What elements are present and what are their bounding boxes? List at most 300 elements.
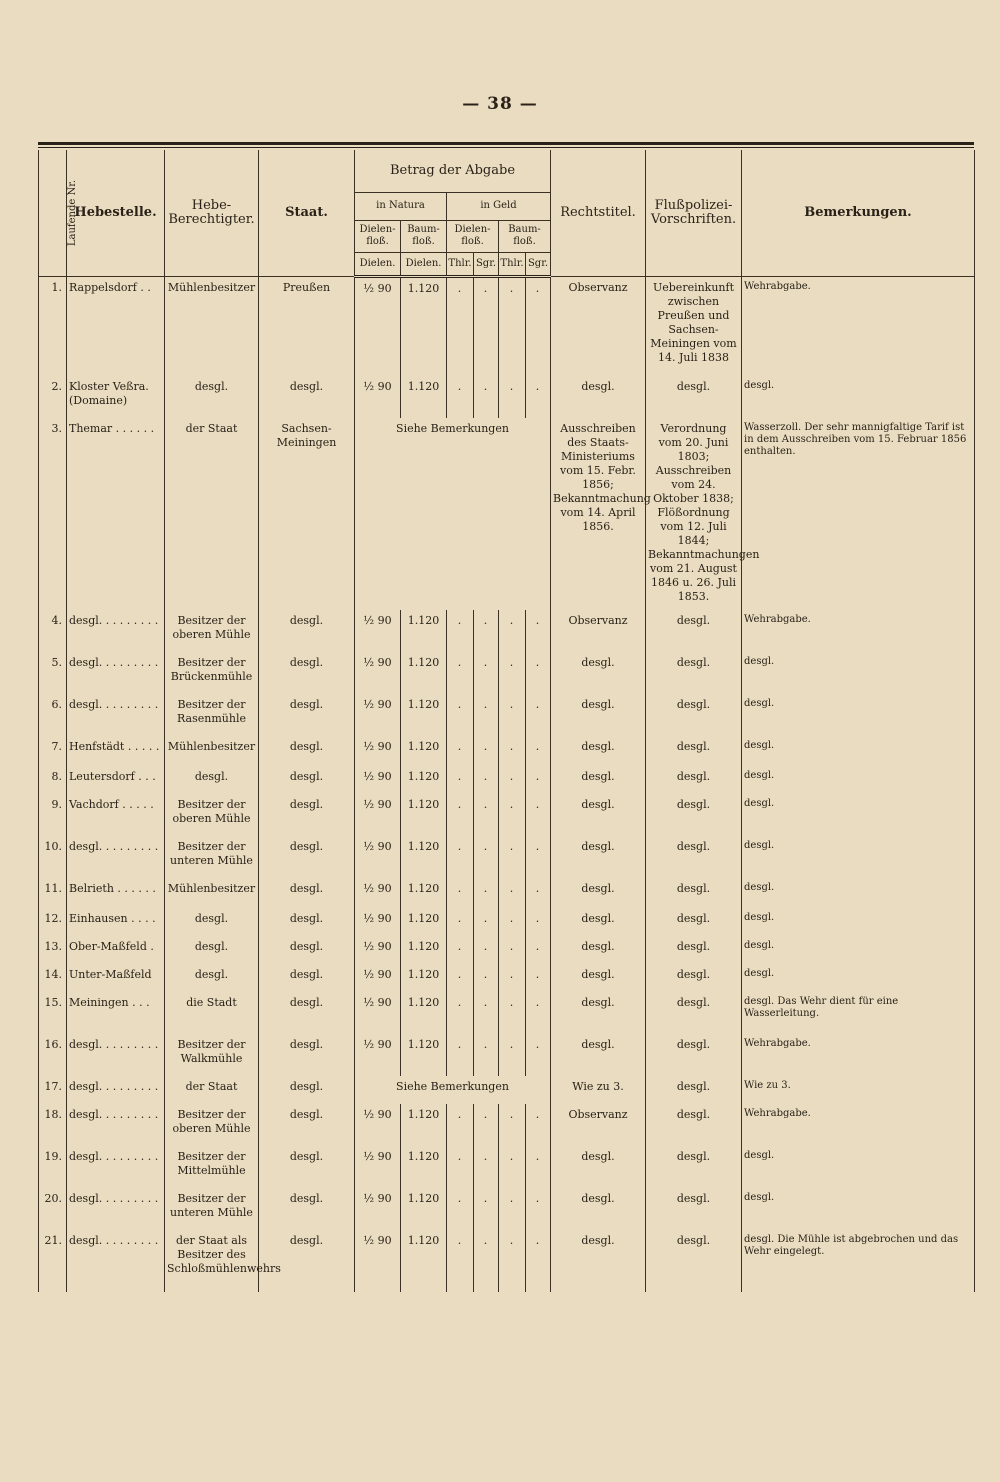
cell-geld-sgr-1: . xyxy=(474,1104,499,1146)
cell-flusspolizei: desgl. xyxy=(646,1104,742,1146)
cell-geld-sgr-1: . xyxy=(474,694,499,736)
cell-bemerkungen: desgl. xyxy=(742,878,975,908)
cell-berechtigter: Mühlenbesitzer xyxy=(165,736,259,766)
header-staat: Staat. xyxy=(259,150,355,276)
cell-geld-sgr-1: . xyxy=(474,1188,499,1230)
cell-bemerkungen: Wehrabgabe. xyxy=(742,1104,975,1146)
table-row xyxy=(39,276,975,376)
cell-natura-baumfloss: 1.120 xyxy=(401,766,447,794)
cell-bemerkungen: desgl. Das Wehr dient für eine Wasserleitung. xyxy=(742,992,975,1034)
cell-nr: 12. xyxy=(39,908,67,936)
cell-flusspolizei: desgl. xyxy=(646,936,742,964)
table-row xyxy=(39,418,975,610)
cell-flusspolizei: desgl. xyxy=(646,908,742,936)
cell-rechtstitel: desgl. xyxy=(551,992,646,1034)
cell-rechtstitel: desgl. xyxy=(551,1188,646,1230)
table-row xyxy=(39,836,975,878)
table-body xyxy=(39,276,975,1292)
cell-bemerkungen: desgl. xyxy=(742,908,975,936)
cell-geld-thlr-1: . xyxy=(447,736,474,766)
cell-rechtstitel: desgl. xyxy=(551,878,646,908)
cell-staat: desgl. xyxy=(259,376,355,418)
cell-staat: desgl. xyxy=(259,908,355,936)
cell-nr: 19. xyxy=(39,1146,67,1188)
cell-natura-baumfloss: 1.120 xyxy=(401,1034,447,1076)
header-natura-baumfloss: Baum-floß. xyxy=(401,220,447,252)
table-row xyxy=(39,1104,975,1146)
cell-geld-sgr-2: . xyxy=(526,1104,551,1146)
cell-flusspolizei: desgl. xyxy=(646,694,742,736)
cell-geld-sgr-2: . xyxy=(526,766,551,794)
cell-nr: 17. xyxy=(39,1076,67,1104)
cell-geld-sgr-2: . xyxy=(526,1188,551,1230)
header-laufende-nr: Laufende Nr. xyxy=(39,150,67,276)
cell-geld-sgr-2: . xyxy=(526,992,551,1034)
cell-nr: 4. xyxy=(39,610,67,652)
cell-geld-thlr-1: . xyxy=(447,694,474,736)
cell-hebestelle: Kloster Veßra. (Domaine) xyxy=(67,376,165,418)
header-bemerkungen: Bemerkungen. xyxy=(742,150,975,276)
cell-hebestelle: Themar . . . . . . xyxy=(67,418,165,610)
cell-natura-dielenfloss: ½ 90 xyxy=(355,936,401,964)
cell-staat: desgl. xyxy=(259,736,355,766)
cell-geld-sgr-1: . xyxy=(474,736,499,766)
cell-geld-thlr-2: . xyxy=(499,1104,526,1146)
cell-geld-sgr-1: . xyxy=(474,1230,499,1292)
cell-rechtstitel: desgl. xyxy=(551,836,646,878)
cell-rechtstitel: Wie zu 3. xyxy=(551,1076,646,1104)
cell-geld-sgr-2: . xyxy=(526,694,551,736)
cell-geld-thlr-1: . xyxy=(447,1034,474,1076)
cell-nr: 1. xyxy=(39,276,67,376)
cell-bemerkungen: Wehrabgabe. xyxy=(742,276,975,376)
cell-hebestelle: desgl. . . . . . . . . xyxy=(67,652,165,694)
cell-nr: 16. xyxy=(39,1034,67,1076)
cell-flusspolizei: desgl. xyxy=(646,766,742,794)
cell-bemerkungen: Wasserzoll. Der sehr mannigfaltige Tarif ist in dem Ausschreiben vom 15. Februar 1856 enthalten. xyxy=(742,418,975,610)
cell-rechtstitel: desgl. xyxy=(551,908,646,936)
cell-geld-thlr-1: . xyxy=(447,1188,474,1230)
cell-natura-dielenfloss: ½ 90 xyxy=(355,1104,401,1146)
cell-geld-thlr-2: . xyxy=(499,736,526,766)
table-row xyxy=(39,652,975,694)
cell-bemerkungen: desgl. xyxy=(742,964,975,992)
cell-nr: 9. xyxy=(39,794,67,836)
cell-berechtigter: der Staat xyxy=(165,418,259,610)
cell-geld-thlr-2: . xyxy=(499,1230,526,1292)
cell-geld-sgr-2: . xyxy=(526,1034,551,1076)
header-thlr-2: Thlr. xyxy=(499,252,526,276)
cell-geld-thlr-2: . xyxy=(499,964,526,992)
cell-geld-thlr-2: . xyxy=(499,610,526,652)
cell-geld-thlr-1: . xyxy=(447,964,474,992)
cell-geld-sgr-1: . xyxy=(474,908,499,936)
cell-geld-sgr-1: . xyxy=(474,964,499,992)
table-row xyxy=(39,964,975,992)
cell-geld-sgr-2: . xyxy=(526,794,551,836)
cell-siehe-bemerkungen: Siehe Bemerkungen xyxy=(355,1076,551,1104)
cell-natura-dielenfloss: ½ 90 xyxy=(355,1188,401,1230)
cell-geld-thlr-1: . xyxy=(447,878,474,908)
cell-flusspolizei: desgl. xyxy=(646,794,742,836)
cell-geld-sgr-1: . xyxy=(474,1146,499,1188)
cell-hebestelle: desgl. . . . . . . . . xyxy=(67,836,165,878)
cell-staat: desgl. xyxy=(259,794,355,836)
cell-bemerkungen: desgl. xyxy=(742,936,975,964)
cell-hebestelle: desgl. . . . . . . . . xyxy=(67,1076,165,1104)
cell-hebestelle: Rappelsdorf . . xyxy=(67,276,165,376)
cell-natura-baumfloss: 1.120 xyxy=(401,878,447,908)
cell-flusspolizei: desgl. xyxy=(646,376,742,418)
cell-staat: desgl. xyxy=(259,610,355,652)
cell-geld-sgr-1: . xyxy=(474,992,499,1034)
cell-flusspolizei: desgl. xyxy=(646,736,742,766)
cell-natura-baumfloss: 1.120 xyxy=(401,794,447,836)
cell-staat: desgl. xyxy=(259,992,355,1034)
cell-berechtigter: desgl. xyxy=(165,908,259,936)
page-number: — 38 — xyxy=(462,94,538,114)
cell-berechtigter: die Stadt xyxy=(165,992,259,1034)
cell-nr: 21. xyxy=(39,1230,67,1292)
cell-geld-sgr-1: . xyxy=(474,652,499,694)
cell-natura-dielenfloss: ½ 90 xyxy=(355,1146,401,1188)
cell-natura-baumfloss: 1.120 xyxy=(401,1188,447,1230)
cell-natura-dielenfloss: ½ 90 xyxy=(355,376,401,418)
cell-rechtstitel: desgl. xyxy=(551,936,646,964)
cell-geld-thlr-1: . xyxy=(447,610,474,652)
top-rule xyxy=(38,142,974,145)
cell-berechtigter: desgl. xyxy=(165,964,259,992)
cell-flusspolizei: desgl. xyxy=(646,1146,742,1188)
header-natura-dielenfloss: Dielen-floß. xyxy=(355,220,401,252)
cell-geld-thlr-2: . xyxy=(499,936,526,964)
table-row xyxy=(39,610,975,652)
cell-rechtstitel: desgl. xyxy=(551,736,646,766)
cell-berechtigter: desgl. xyxy=(165,766,259,794)
cell-geld-sgr-2: . xyxy=(526,908,551,936)
cell-natura-dielenfloss: ½ 90 xyxy=(355,1034,401,1076)
cell-nr: 8. xyxy=(39,766,67,794)
cell-natura-dielenfloss: ½ 90 xyxy=(355,836,401,878)
header-dielen-1: Dielen. xyxy=(355,252,401,276)
cell-geld-thlr-1: . xyxy=(447,936,474,964)
cell-hebestelle: desgl. . . . . . . . . xyxy=(67,694,165,736)
table-row xyxy=(39,992,975,1034)
cell-natura-dielenfloss: ½ 90 xyxy=(355,1230,401,1292)
cell-geld-thlr-2: . xyxy=(499,878,526,908)
cell-staat: desgl. xyxy=(259,1188,355,1230)
cell-hebestelle: Belrieth . . . . . . xyxy=(67,878,165,908)
cell-natura-baumfloss: 1.120 xyxy=(401,376,447,418)
cell-bemerkungen: desgl. xyxy=(742,1188,975,1230)
cell-nr: 7. xyxy=(39,736,67,766)
cell-rechtstitel: desgl. xyxy=(551,1146,646,1188)
cell-rechtstitel: desgl. xyxy=(551,376,646,418)
cell-staat: desgl. xyxy=(259,936,355,964)
cell-nr: 14. xyxy=(39,964,67,992)
cell-staat: desgl. xyxy=(259,766,355,794)
cell-rechtstitel: Observanz xyxy=(551,276,646,376)
table-row xyxy=(39,694,975,736)
cell-staat: desgl. xyxy=(259,1146,355,1188)
cell-hebestelle: Ober-Maßfeld . xyxy=(67,936,165,964)
cell-rechtstitel: Ausschreiben des Staats-Ministeriums vom 15. Febr. 1856; Bekanntmachung vom 14. April 1856. xyxy=(551,418,646,610)
cell-geld-thlr-1: . xyxy=(447,376,474,418)
cell-berechtigter: Besitzer der Walkmühle xyxy=(165,1034,259,1076)
table-row xyxy=(39,376,975,418)
cell-natura-baumfloss: 1.120 xyxy=(401,1230,447,1292)
cell-nr: 18. xyxy=(39,1104,67,1146)
cell-natura-baumfloss: 1.120 xyxy=(401,1104,447,1146)
header-in-geld: in Geld xyxy=(447,192,551,220)
cell-staat: desgl. xyxy=(259,652,355,694)
cell-rechtstitel: desgl. xyxy=(551,652,646,694)
cell-natura-dielenfloss: ½ 90 xyxy=(355,992,401,1034)
table-row xyxy=(39,878,975,908)
cell-geld-thlr-2: . xyxy=(499,794,526,836)
header-betrag-der-abgabe: Betrag der Abgabe xyxy=(355,150,551,192)
cell-natura-baumfloss: 1.120 xyxy=(401,936,447,964)
cell-flusspolizei: desgl. xyxy=(646,610,742,652)
cell-flusspolizei: desgl. xyxy=(646,1076,742,1104)
cell-geld-thlr-1: . xyxy=(447,652,474,694)
cell-berechtigter: Mühlenbesitzer xyxy=(165,878,259,908)
cell-geld-thlr-2: . xyxy=(499,694,526,736)
cell-geld-thlr-2: . xyxy=(499,276,526,376)
cell-berechtigter: Besitzer der unteren Mühle xyxy=(165,1188,259,1230)
cell-staat: desgl. xyxy=(259,1076,355,1104)
cell-flusspolizei: Verordnung vom 20. Juni 1803; Ausschreiben vom 24. Oktober 1838; Flößordnung vom 12. Juli 1844; Bekanntmachungen vom 21. August 1846 u. 26. Juli 1853. xyxy=(646,418,742,610)
table-row xyxy=(39,936,975,964)
cell-geld-thlr-1: . xyxy=(447,1104,474,1146)
cell-geld-thlr-2: . xyxy=(499,992,526,1034)
cell-natura-dielenfloss: ½ 90 xyxy=(355,766,401,794)
cell-geld-sgr-1: . xyxy=(474,1034,499,1076)
cell-nr: 20. xyxy=(39,1188,67,1230)
cell-berechtigter: Besitzer der Rasenmühle xyxy=(165,694,259,736)
top-rule-thin xyxy=(38,147,974,148)
cell-natura-dielenfloss: ½ 90 xyxy=(355,794,401,836)
cell-staat: desgl. xyxy=(259,964,355,992)
cell-staat: desgl. xyxy=(259,1104,355,1146)
cell-geld-thlr-2: . xyxy=(499,836,526,878)
cell-hebestelle: Meiningen . . . xyxy=(67,992,165,1034)
table-row xyxy=(39,794,975,836)
header-geld-dielenfloss: Dielen-floß. xyxy=(447,220,499,252)
table-row xyxy=(39,766,975,794)
cell-natura-dielenfloss: ½ 90 xyxy=(355,610,401,652)
cell-geld-sgr-2: . xyxy=(526,736,551,766)
cell-bemerkungen: desgl. xyxy=(742,1146,975,1188)
cell-geld-sgr-1: . xyxy=(474,836,499,878)
cell-geld-thlr-2: . xyxy=(499,1188,526,1230)
cell-natura-baumfloss: 1.120 xyxy=(401,736,447,766)
cell-geld-thlr-1: . xyxy=(447,992,474,1034)
cell-geld-sgr-2: . xyxy=(526,652,551,694)
cell-bemerkungen: Wehrabgabe. xyxy=(742,610,975,652)
cell-staat: desgl. xyxy=(259,1230,355,1292)
cell-rechtstitel: desgl. xyxy=(551,1034,646,1076)
cell-geld-sgr-2: . xyxy=(526,836,551,878)
cell-bemerkungen: Wehrabgabe. xyxy=(742,1034,975,1076)
cell-nr: 5. xyxy=(39,652,67,694)
cell-geld-sgr-1: . xyxy=(474,376,499,418)
cell-geld-sgr-2: . xyxy=(526,376,551,418)
cell-flusspolizei: Uebereinkunft zwischen Preußen und Sachsen-Meiningen vom 14. Juli 1838 xyxy=(646,276,742,376)
cell-natura-dielenfloss: ½ 90 xyxy=(355,964,401,992)
cell-hebestelle: desgl. . . . . . . . . xyxy=(67,1034,165,1076)
cell-rechtstitel: desgl. xyxy=(551,1230,646,1292)
cell-bemerkungen: desgl. Die Mühle ist abgebrochen und das Wehr eingelegt. xyxy=(742,1230,975,1292)
cell-staat: desgl. xyxy=(259,836,355,878)
cell-bemerkungen: desgl. xyxy=(742,694,975,736)
cell-natura-baumfloss: 1.120 xyxy=(401,908,447,936)
cell-siehe-bemerkungen: Siehe Bemerkungen xyxy=(355,418,551,610)
cell-natura-dielenfloss: ½ 90 xyxy=(355,276,401,376)
header-dielen-2: Dielen. xyxy=(401,252,447,276)
table-row xyxy=(39,1146,975,1188)
cell-hebestelle: Henfstädt . . . . . xyxy=(67,736,165,766)
cell-hebestelle: desgl. . . . . . . . . xyxy=(67,1188,165,1230)
cell-berechtigter: Besitzer der unteren Mühle xyxy=(165,836,259,878)
cell-natura-baumfloss: 1.120 xyxy=(401,836,447,878)
cell-geld-thlr-2: . xyxy=(499,908,526,936)
cell-natura-baumfloss: 1.120 xyxy=(401,694,447,736)
cell-berechtigter: Besitzer der Mittelmühle xyxy=(165,1146,259,1188)
cell-geld-sgr-1: . xyxy=(474,878,499,908)
cell-geld-sgr-2: . xyxy=(526,610,551,652)
cell-geld-thlr-2: . xyxy=(499,652,526,694)
cell-flusspolizei: desgl. xyxy=(646,992,742,1034)
cell-berechtigter: desgl. xyxy=(165,936,259,964)
cell-rechtstitel: desgl. xyxy=(551,964,646,992)
cell-rechtstitel: desgl. xyxy=(551,794,646,836)
cell-geld-thlr-2: . xyxy=(499,766,526,794)
header-sgr-1: Sgr. xyxy=(474,252,499,276)
cell-bemerkungen: Wie zu 3. xyxy=(742,1076,975,1104)
header-rechtstitel: Rechtstitel. xyxy=(551,150,646,276)
cell-geld-thlr-1: . xyxy=(447,908,474,936)
table-row xyxy=(39,908,975,936)
cell-nr: 2. xyxy=(39,376,67,418)
cell-hebestelle: desgl. . . . . . . . . xyxy=(67,1146,165,1188)
cell-geld-sgr-2: . xyxy=(526,936,551,964)
cell-staat: Preußen xyxy=(259,276,355,376)
cell-bemerkungen: desgl. xyxy=(742,736,975,766)
table-header xyxy=(39,150,975,276)
cell-geld-sgr-1: . xyxy=(474,936,499,964)
cell-rechtstitel: desgl. xyxy=(551,766,646,794)
cell-rechtstitel: Observanz xyxy=(551,610,646,652)
header-geld-baumfloss: Baum-floß. xyxy=(499,220,551,252)
cell-geld-thlr-1: . xyxy=(447,1230,474,1292)
cell-nr: 11. xyxy=(39,878,67,908)
cell-rechtstitel: desgl. xyxy=(551,694,646,736)
cell-staat: Sachsen-Meiningen xyxy=(259,418,355,610)
cell-flusspolizei: desgl. xyxy=(646,878,742,908)
cell-geld-sgr-1: . xyxy=(474,794,499,836)
cell-flusspolizei: desgl. xyxy=(646,836,742,878)
cell-geld-sgr-2: . xyxy=(526,1230,551,1292)
cell-geld-sgr-2: . xyxy=(526,878,551,908)
header-sgr-2: Sgr. xyxy=(526,252,551,276)
cell-natura-baumfloss: 1.120 xyxy=(401,276,447,376)
cell-hebestelle: Vachdorf . . . . . xyxy=(67,794,165,836)
table-row xyxy=(39,1188,975,1230)
table-row xyxy=(39,1034,975,1076)
cell-flusspolizei: desgl. xyxy=(646,1230,742,1292)
cell-natura-baumfloss: 1.120 xyxy=(401,964,447,992)
cell-berechtigter: Besitzer der oberen Mühle xyxy=(165,794,259,836)
cell-geld-sgr-1: . xyxy=(474,766,499,794)
cell-geld-thlr-1: . xyxy=(447,766,474,794)
cell-staat: desgl. xyxy=(259,694,355,736)
cell-natura-dielenfloss: ½ 90 xyxy=(355,652,401,694)
cell-hebestelle: desgl. . . . . . . . . xyxy=(67,1104,165,1146)
cell-flusspolizei: desgl. xyxy=(646,1034,742,1076)
cell-geld-sgr-2: . xyxy=(526,1146,551,1188)
cell-bemerkungen: desgl. xyxy=(742,766,975,794)
cell-natura-baumfloss: 1.120 xyxy=(401,610,447,652)
cell-nr: 3. xyxy=(39,418,67,610)
table-row xyxy=(39,1230,975,1292)
cell-nr: 6. xyxy=(39,694,67,736)
cell-nr: 10. xyxy=(39,836,67,878)
cell-natura-baumfloss: 1.120 xyxy=(401,1146,447,1188)
cell-natura-dielenfloss: ½ 90 xyxy=(355,878,401,908)
cell-berechtigter: der Staat xyxy=(165,1076,259,1104)
cell-geld-sgr-2: . xyxy=(526,964,551,992)
cell-flusspolizei: desgl. xyxy=(646,1188,742,1230)
table-row xyxy=(39,1076,975,1104)
cell-berechtigter: Besitzer der Brückenmühle xyxy=(165,652,259,694)
cell-bemerkungen: desgl. xyxy=(742,836,975,878)
cell-natura-baumfloss: 1.120 xyxy=(401,652,447,694)
cell-berechtigter: der Staat als Besitzer des Schloßmühlenwehrs xyxy=(165,1230,259,1292)
header-hebe-berechtigter: Hebe-Berechtigter. xyxy=(165,150,259,276)
cell-staat: desgl. xyxy=(259,878,355,908)
cell-nr: 13. xyxy=(39,936,67,964)
cell-geld-thlr-2: . xyxy=(499,1034,526,1076)
cell-geld-thlr-1: . xyxy=(447,1146,474,1188)
cell-geld-sgr-1: . xyxy=(474,610,499,652)
cell-hebestelle: Leutersdorf . . . xyxy=(67,766,165,794)
cell-geld-thlr-2: . xyxy=(499,376,526,418)
cell-hebestelle: Unter-Maßfeld xyxy=(67,964,165,992)
header-in-natura: in Natura xyxy=(355,192,447,220)
cell-berechtigter: Besitzer der oberen Mühle xyxy=(165,610,259,652)
header-thlr-1: Thlr. xyxy=(447,252,474,276)
cell-geld-thlr-1: . xyxy=(447,794,474,836)
header-flusspolizei: Flußpolizei-Vorschriften. xyxy=(646,150,742,276)
cell-natura-dielenfloss: ½ 90 xyxy=(355,908,401,936)
cell-geld-sgr-2: . xyxy=(526,276,551,376)
levy-table xyxy=(38,150,975,1292)
cell-natura-dielenfloss: ½ 90 xyxy=(355,736,401,766)
cell-nr: 15. xyxy=(39,992,67,1034)
cell-bemerkungen: desgl. xyxy=(742,652,975,694)
cell-hebestelle: desgl. . . . . . . . . xyxy=(67,610,165,652)
cell-berechtigter: Mühlenbesitzer xyxy=(165,276,259,376)
cell-rechtstitel: Observanz xyxy=(551,1104,646,1146)
cell-staat: desgl. xyxy=(259,1034,355,1076)
cell-berechtigter: Besitzer der oberen Mühle xyxy=(165,1104,259,1146)
cell-bemerkungen: desgl. xyxy=(742,376,975,418)
cell-geld-thlr-2: . xyxy=(499,1146,526,1188)
cell-flusspolizei: desgl. xyxy=(646,652,742,694)
table-row xyxy=(39,736,975,766)
cell-hebestelle: desgl. . . . . . . . . xyxy=(67,1230,165,1292)
